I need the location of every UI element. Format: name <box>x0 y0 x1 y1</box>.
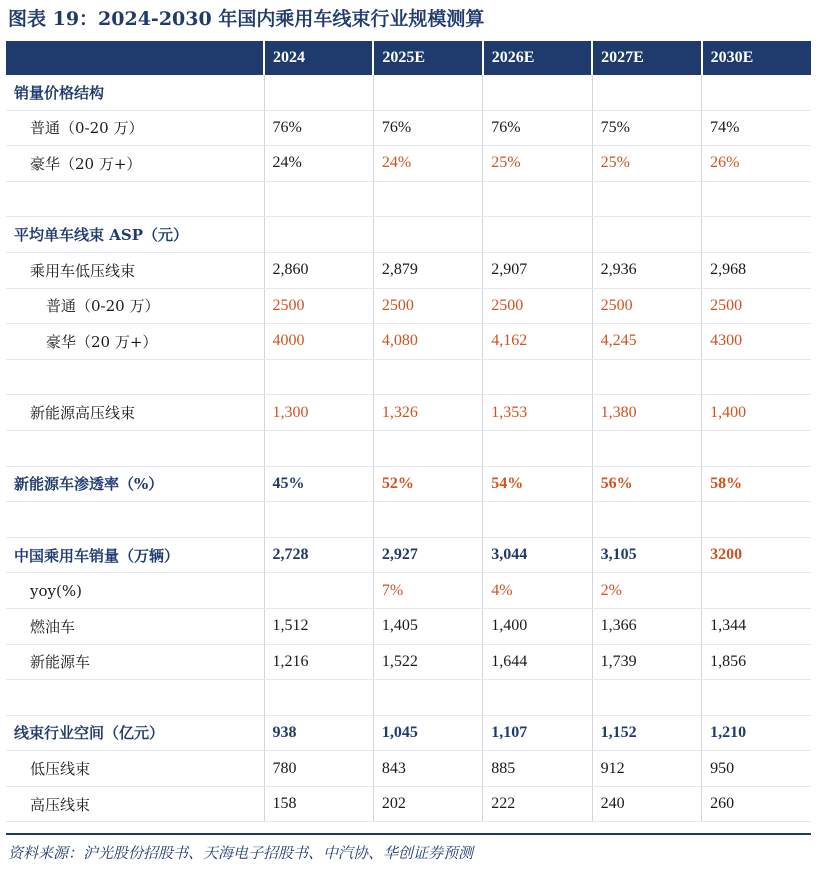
table-cell <box>264 217 373 253</box>
table-cell: 4300 <box>702 324 811 360</box>
table-cell: 45% <box>264 466 373 502</box>
table-cell: 1,522 <box>373 644 482 680</box>
table-cell <box>373 680 482 716</box>
row-label: 低压线束 <box>6 751 264 787</box>
table-cell: 4,245 <box>592 324 701 360</box>
table-cell <box>592 680 701 716</box>
table-row <box>6 288 811 324</box>
table-cell <box>702 217 811 253</box>
table-cell <box>702 502 811 538</box>
source-note: 资料来源：沪光股份招股书、天海电子招股书、中汽协、华创证券预测 <box>8 844 474 862</box>
table-row <box>6 395 811 431</box>
row-label: 燃油车 <box>6 608 264 644</box>
table-cell <box>264 359 373 395</box>
table-cell: 260 <box>702 786 811 822</box>
table-cell: 2,879 <box>373 252 482 288</box>
table-cell: 240 <box>592 786 701 822</box>
table-cell <box>702 430 811 466</box>
header-cell-2024: 2024 <box>264 41 373 75</box>
table-cell: 24% <box>373 146 482 182</box>
row-label: 线束行业空间（亿元） <box>6 715 264 751</box>
table-cell: 2500 <box>373 288 482 324</box>
table-cell <box>702 573 811 609</box>
row-label: 销量价格结构 <box>6 75 264 110</box>
table-header-row <box>6 41 811 75</box>
table-cell: 1,400 <box>483 608 592 644</box>
row-label: 豪华（20 万+） <box>6 146 264 182</box>
table-cell: 912 <box>592 751 701 787</box>
table-cell: 54% <box>483 466 592 502</box>
table-cell: 1,045 <box>373 715 482 751</box>
table-cell: 25% <box>483 146 592 182</box>
table-cell <box>264 430 373 466</box>
table-cell: 76% <box>264 110 373 146</box>
header-cell-label <box>6 41 264 75</box>
table-cell: 1,366 <box>592 608 701 644</box>
table-cell <box>483 181 592 217</box>
table-row <box>6 608 811 644</box>
table-cell: 76% <box>483 110 592 146</box>
row-label <box>6 430 264 466</box>
table-cell <box>373 181 482 217</box>
table-cell <box>702 680 811 716</box>
table-cell: 26% <box>702 146 811 182</box>
table-cell: 2500 <box>264 288 373 324</box>
table-cell: 1,326 <box>373 395 482 431</box>
header-cell-2025e: 2025E <box>373 41 482 75</box>
table-cell <box>373 502 482 538</box>
table-row <box>6 324 811 360</box>
table-cell: 843 <box>373 751 482 787</box>
table-cell: 1,856 <box>702 644 811 680</box>
table-cell: 25% <box>592 146 701 182</box>
table-cell <box>702 181 811 217</box>
table-cell: 2,968 <box>702 252 811 288</box>
table-row <box>6 466 811 502</box>
table-cell: 2% <box>592 573 701 609</box>
figure-title: 图表 19：2024-2030 年国内乘用车线束行业规模测算 <box>8 8 485 30</box>
table-cell: 4000 <box>264 324 373 360</box>
table-cell: 4,080 <box>373 324 482 360</box>
table-body <box>6 75 811 822</box>
table-cell: 1,344 <box>702 608 811 644</box>
table-cell <box>592 75 701 110</box>
row-label <box>6 181 264 217</box>
table-cell: 2500 <box>702 288 811 324</box>
table-cell: 3200 <box>702 537 811 573</box>
table-cell: 1,107 <box>483 715 592 751</box>
header-cell-2027e: 2027E <box>592 41 701 75</box>
table-row <box>6 110 811 146</box>
header-cell-2026e: 2026E <box>483 41 592 75</box>
table-row <box>6 181 811 217</box>
table-cell <box>264 75 373 110</box>
data-table-container <box>6 41 811 822</box>
table-cell: 2,907 <box>483 252 592 288</box>
table-cell: 885 <box>483 751 592 787</box>
table-cell: 938 <box>264 715 373 751</box>
table-cell: 202 <box>373 786 482 822</box>
row-label <box>6 359 264 395</box>
table-cell: 1,353 <box>483 395 592 431</box>
table-cell: 7% <box>373 573 482 609</box>
row-label: 普通（0-20 万） <box>6 288 264 324</box>
table-cell: 1,380 <box>592 395 701 431</box>
table-row <box>6 75 811 110</box>
table-cell <box>702 75 811 110</box>
table-cell: 1,216 <box>264 644 373 680</box>
table-row <box>6 786 811 822</box>
table-cell: 4% <box>483 573 592 609</box>
table-row <box>6 537 811 573</box>
table-cell: 2,936 <box>592 252 701 288</box>
table-cell: 222 <box>483 786 592 822</box>
table-cell <box>592 502 701 538</box>
table-cell <box>592 359 701 395</box>
table-bottom-rule <box>6 833 811 835</box>
table-cell: 2,860 <box>264 252 373 288</box>
header-cell-2030e: 2030E <box>702 41 811 75</box>
table-cell: 1,300 <box>264 395 373 431</box>
table-cell: 75% <box>592 110 701 146</box>
table-cell <box>483 217 592 253</box>
table-cell: 1,512 <box>264 608 373 644</box>
row-label: yoy(%) <box>6 573 264 609</box>
table-cell <box>373 359 482 395</box>
table-row <box>6 146 811 182</box>
table-row <box>6 644 811 680</box>
row-label: 中国乘用车销量（万辆） <box>6 537 264 573</box>
table-cell: 1,739 <box>592 644 701 680</box>
table-cell: 74% <box>702 110 811 146</box>
table-row <box>6 751 811 787</box>
table-cell: 1,210 <box>702 715 811 751</box>
table-cell <box>483 75 592 110</box>
row-label: 普通（0-20 万） <box>6 110 264 146</box>
table-row <box>6 502 811 538</box>
table-cell <box>264 181 373 217</box>
table-cell <box>373 217 482 253</box>
row-label: 平均单车线束 ASP（元） <box>6 217 264 253</box>
table-cell <box>592 217 701 253</box>
table-cell <box>592 430 701 466</box>
table-cell <box>592 181 701 217</box>
table-cell: 1,152 <box>592 715 701 751</box>
row-label: 新能源车 <box>6 644 264 680</box>
table-cell: 52% <box>373 466 482 502</box>
table-cell: 4,162 <box>483 324 592 360</box>
row-label <box>6 502 264 538</box>
table-cell: 3,044 <box>483 537 592 573</box>
table-cell <box>483 680 592 716</box>
table-cell: 3,105 <box>592 537 701 573</box>
table-cell: 56% <box>592 466 701 502</box>
table-cell <box>264 680 373 716</box>
table-cell: 780 <box>264 751 373 787</box>
row-label <box>6 680 264 716</box>
table-cell <box>483 502 592 538</box>
table-row <box>6 217 811 253</box>
table-cell <box>373 430 482 466</box>
row-label: 新能源车渗透率（%） <box>6 466 264 502</box>
table-cell: 24% <box>264 146 373 182</box>
table-cell: 58% <box>702 466 811 502</box>
table-cell: 1,405 <box>373 608 482 644</box>
row-label: 新能源高压线束 <box>6 395 264 431</box>
table-cell: 158 <box>264 786 373 822</box>
table-cell <box>264 502 373 538</box>
table-cell <box>373 75 482 110</box>
table-cell: 2,927 <box>373 537 482 573</box>
table-cell <box>264 573 373 609</box>
row-label: 高压线束 <box>6 786 264 822</box>
table-row <box>6 573 811 609</box>
row-label: 豪华（20 万+） <box>6 324 264 360</box>
table-cell <box>483 430 592 466</box>
table-cell: 2500 <box>483 288 592 324</box>
table-cell <box>702 359 811 395</box>
table-cell: 1,644 <box>483 644 592 680</box>
table-cell: 950 <box>702 751 811 787</box>
data-table <box>6 41 811 822</box>
table-row <box>6 430 811 466</box>
table-row <box>6 680 811 716</box>
table-cell: 76% <box>373 110 482 146</box>
table-row <box>6 715 811 751</box>
table-row <box>6 359 811 395</box>
row-label: 乘用车低压线束 <box>6 252 264 288</box>
table-cell <box>483 359 592 395</box>
table-cell: 1,400 <box>702 395 811 431</box>
table-cell: 2500 <box>592 288 701 324</box>
table-cell: 2,728 <box>264 537 373 573</box>
table-row <box>6 252 811 288</box>
